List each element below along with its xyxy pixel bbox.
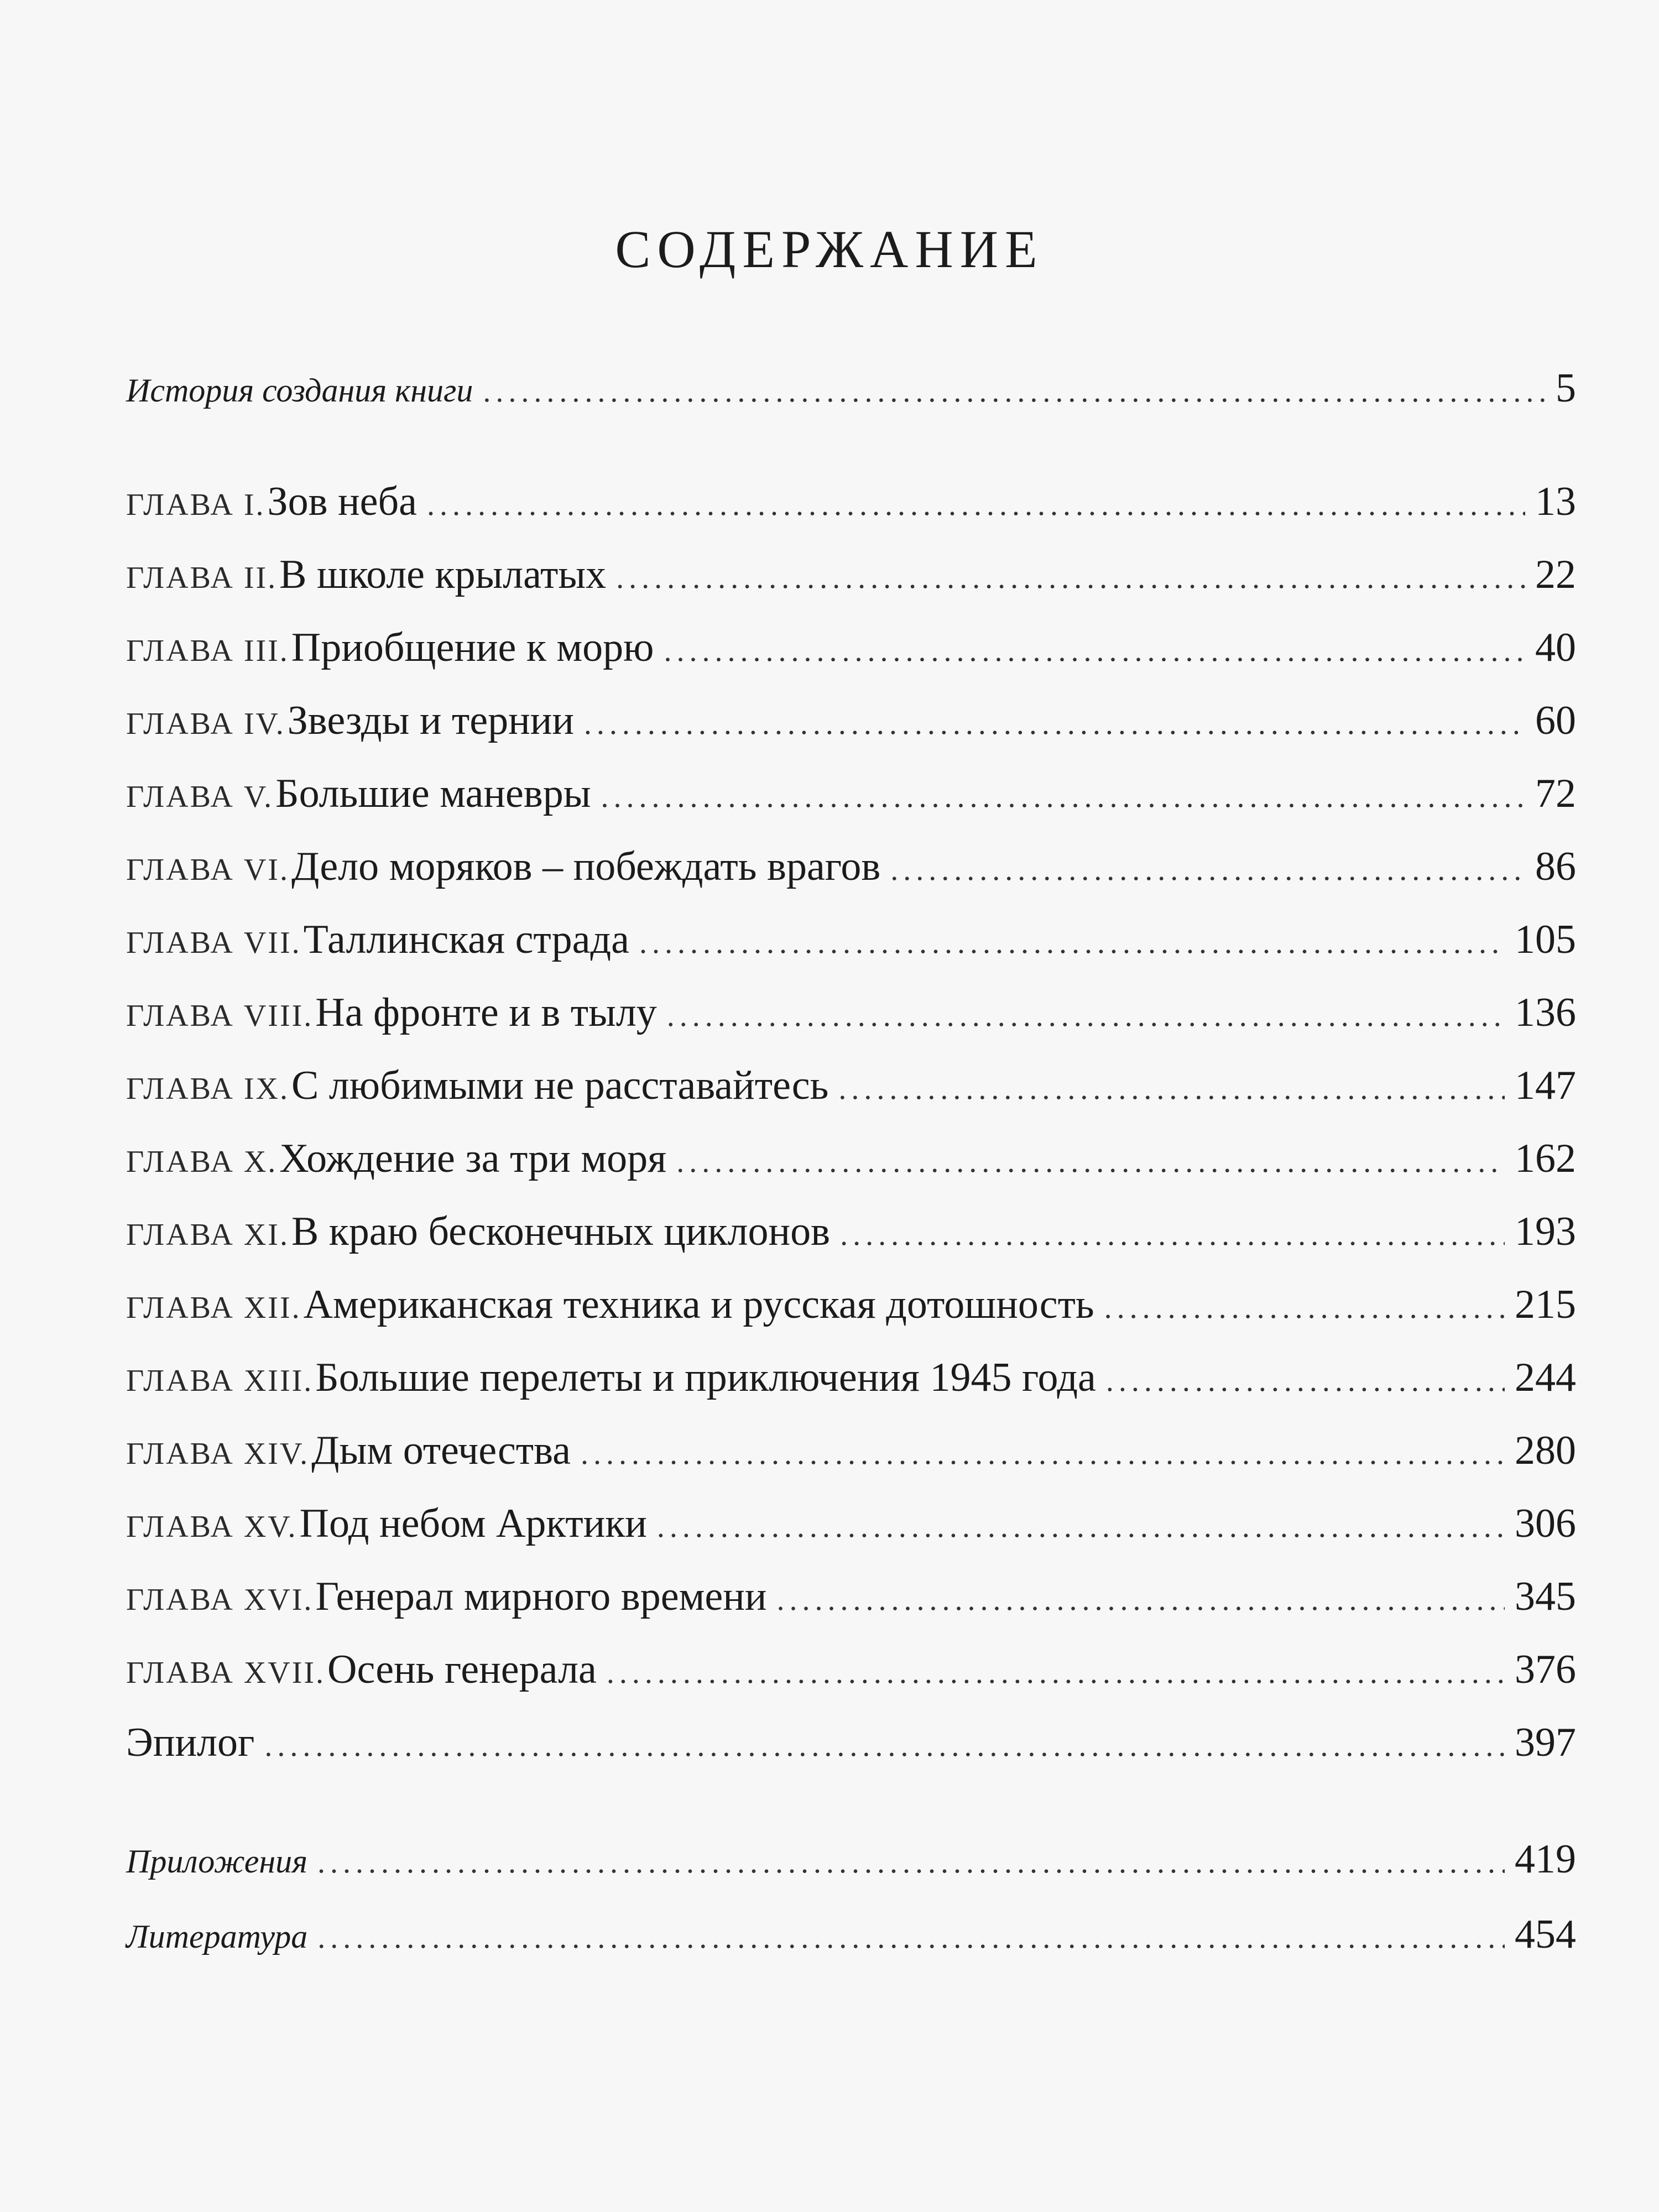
toc-page-number: 376 bbox=[1515, 1647, 1576, 1692]
chapter-prefix: ГЛАВА VI. bbox=[126, 853, 289, 887]
toc-entry-intro[interactable] bbox=[126, 365, 1576, 426]
dot-leader bbox=[483, 374, 1546, 409]
chapter-title: Зов неба bbox=[267, 479, 417, 524]
dot-leader bbox=[776, 1582, 1505, 1618]
toc-entry-title: Приложения bbox=[126, 1843, 308, 1880]
toc-page-number: 419 bbox=[1515, 1837, 1576, 1882]
chapter-prefix: ГЛАВА XI. bbox=[126, 1218, 289, 1252]
chapter-prefix: ГЛАВА IX. bbox=[126, 1072, 289, 1106]
chapter-title: Большие перелеты и приключения 1945 года bbox=[315, 1355, 1096, 1400]
dot-leader bbox=[584, 706, 1525, 742]
dot-leader bbox=[607, 1655, 1505, 1691]
chapter-prefix: ГЛАВА VII. bbox=[126, 926, 301, 960]
chapter-prefix: ГЛАВА XVI. bbox=[126, 1583, 314, 1617]
toc-page-number: 147 bbox=[1515, 1063, 1576, 1108]
toc-entry-appendices[interactable] bbox=[126, 1836, 1576, 1897]
chapter-prefix: ГЛАВА XII. bbox=[126, 1291, 301, 1325]
dot-leader bbox=[264, 1728, 1505, 1764]
chapter-prefix: ГЛАВА XIII. bbox=[126, 1364, 314, 1398]
dot-leader bbox=[581, 1436, 1505, 1472]
toc-entry-literature[interactable] bbox=[126, 1911, 1576, 1972]
toc-page-number: 345 bbox=[1515, 1574, 1576, 1619]
toc-page-number: 215 bbox=[1515, 1282, 1576, 1327]
toc-page-number: 162 bbox=[1515, 1136, 1576, 1181]
toc-page-number: 280 bbox=[1515, 1428, 1576, 1473]
chapter-title: В школе крылатых bbox=[279, 552, 607, 597]
chapter-title: Осень генерала bbox=[327, 1647, 597, 1692]
chapter-prefix: ГЛАВА XV. bbox=[126, 1510, 298, 1544]
dot-leader bbox=[890, 852, 1525, 888]
chapter-prefix: ГЛАВА I. bbox=[126, 488, 265, 522]
toc-page-number: 5 bbox=[1556, 366, 1576, 411]
chapter-prefix: ГЛАВА VIII. bbox=[126, 999, 314, 1033]
toc-entry-chapter-14[interactable] bbox=[126, 1427, 1576, 1488]
toc-entry-chapter-16[interactable] bbox=[126, 1573, 1576, 1634]
toc-page-number: 306 bbox=[1515, 1501, 1576, 1546]
toc-entry-chapter-17[interactable] bbox=[126, 1646, 1576, 1707]
toc-page-number: 60 bbox=[1535, 698, 1576, 743]
toc-entry-chapter-11[interactable] bbox=[126, 1208, 1576, 1269]
dot-leader bbox=[427, 487, 1525, 523]
dot-leader bbox=[676, 1144, 1505, 1180]
toc-page-number: 397 bbox=[1515, 1720, 1576, 1765]
chapter-title: Приобщение к морю bbox=[291, 625, 654, 670]
toc-page-number: 13 bbox=[1535, 479, 1576, 524]
chapter-title: Хождение за три моря bbox=[279, 1136, 667, 1181]
dot-leader bbox=[657, 1509, 1505, 1545]
page-title: СОДЕРЖАНИЕ bbox=[615, 220, 1044, 279]
chapter-title: С любимыми не расставайтесь bbox=[291, 1063, 829, 1108]
toc-entry-chapter-5[interactable] bbox=[126, 770, 1576, 831]
chapter-title: Дело моряков – побеждать врагов bbox=[291, 844, 881, 889]
toc-entry-chapter-7[interactable] bbox=[126, 916, 1576, 977]
chapter-title: Генерал мирного времени bbox=[315, 1574, 767, 1619]
toc-page-number: 40 bbox=[1535, 625, 1576, 670]
dot-leader bbox=[667, 998, 1505, 1034]
toc-entry-chapter-2[interactable] bbox=[126, 551, 1576, 612]
toc-entry-chapter-3[interactable] bbox=[126, 624, 1576, 685]
toc-entry-epilogue[interactable] bbox=[126, 1719, 1576, 1780]
toc-entry-chapter-1[interactable] bbox=[126, 478, 1576, 539]
dot-leader bbox=[1104, 1290, 1505, 1326]
dot-leader bbox=[838, 1071, 1505, 1107]
chapter-title: Американская техника и русская дотошность bbox=[303, 1282, 1094, 1327]
dot-leader bbox=[317, 1845, 1505, 1880]
chapter-prefix: ГЛАВА IV. bbox=[126, 707, 285, 741]
chapter-prefix: ГЛАВА V. bbox=[126, 780, 274, 814]
toc-entry-chapter-10[interactable] bbox=[126, 1135, 1576, 1196]
toc-entry-chapter-6[interactable] bbox=[126, 843, 1576, 904]
toc-entry-title: Литература bbox=[126, 1918, 308, 1955]
toc-page-number: 193 bbox=[1515, 1209, 1576, 1254]
toc-page-number: 136 bbox=[1515, 990, 1576, 1035]
toc-page-number: 86 bbox=[1535, 844, 1576, 889]
dot-leader bbox=[1106, 1363, 1505, 1399]
chapter-prefix: ГЛАВА X. bbox=[126, 1145, 278, 1179]
chapter-title: В краю бесконечных циклонов bbox=[291, 1209, 831, 1254]
toc-page-number: 244 bbox=[1515, 1355, 1576, 1400]
chapter-title: Звезды и тернии bbox=[287, 698, 574, 743]
toc-entry-chapter-8[interactable] bbox=[126, 989, 1576, 1050]
dot-leader bbox=[840, 1217, 1505, 1253]
toc-entry-title: История создания книги bbox=[126, 372, 473, 409]
chapter-title: Большие маневры bbox=[275, 771, 591, 816]
toc-entry-chapter-4[interactable] bbox=[126, 697, 1576, 758]
chapter-prefix: ГЛАВА II. bbox=[126, 561, 278, 595]
toc-entry-chapter-15[interactable] bbox=[126, 1500, 1576, 1561]
toc-entry-title: Эпилог bbox=[126, 1720, 255, 1765]
toc-page-number: 105 bbox=[1515, 917, 1576, 962]
toc-page-number: 22 bbox=[1535, 552, 1576, 597]
chapter-title: На фронте и в тылу bbox=[315, 990, 657, 1035]
toc-page-number: 72 bbox=[1535, 771, 1576, 816]
chapter-title: Таллинская страда bbox=[303, 917, 629, 962]
chapter-prefix: ГЛАВА XVII. bbox=[126, 1656, 326, 1690]
dot-leader bbox=[601, 779, 1525, 815]
dot-leader bbox=[616, 560, 1525, 596]
toc-entry-chapter-12[interactable] bbox=[126, 1281, 1576, 1342]
dot-leader bbox=[639, 925, 1505, 961]
toc-page-number: 454 bbox=[1515, 1912, 1576, 1957]
chapter-prefix: ГЛАВА III. bbox=[126, 634, 289, 668]
chapter-prefix: ГЛАВА XIV. bbox=[126, 1437, 310, 1471]
toc-entry-chapter-9[interactable] bbox=[126, 1062, 1576, 1123]
dot-leader bbox=[317, 1920, 1505, 1955]
chapter-title: Дым отечества bbox=[311, 1428, 571, 1473]
chapter-title: Под небом Арктики bbox=[299, 1501, 647, 1546]
dot-leader bbox=[664, 633, 1525, 669]
toc-entry-chapter-13[interactable] bbox=[126, 1354, 1576, 1415]
